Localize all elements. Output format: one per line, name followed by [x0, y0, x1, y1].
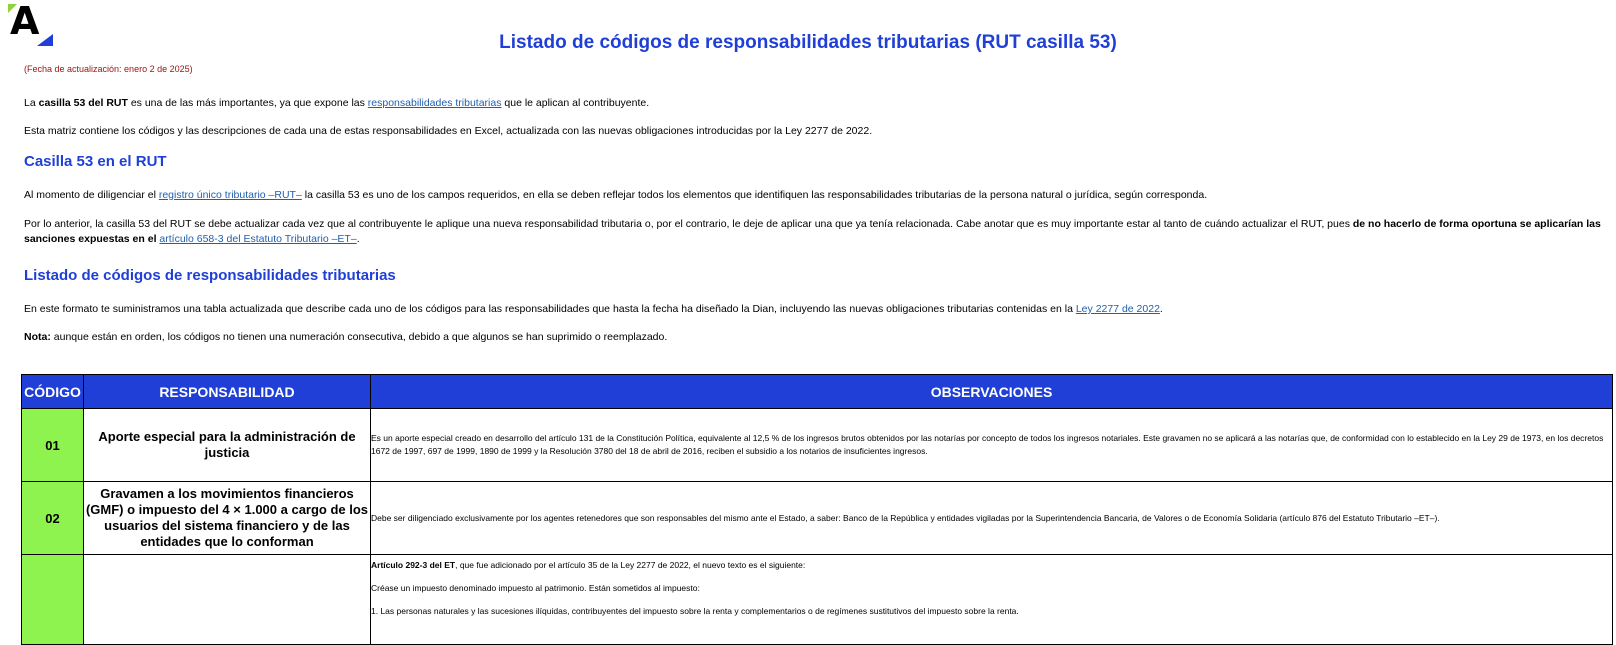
table-row — [22, 409, 1613, 482]
link-ley-2277[interactable]: Ley 2277 de 2022 — [1075, 303, 1160, 315]
row-observation — [371, 555, 1613, 645]
observation-line: 1. Las personas naturales y las sucesiones ilíquidas, contribuyentes del impuesto sobre la renta y complementarios o de regímenes sustitutivos del impuesto sobre la renta. — [371, 606, 1019, 616]
link-articulo-658-3[interactable]: artículo 658-3 del Estatuto Tributario –ET– — [159, 233, 357, 245]
article-reference: Artículo 292-3 del ET — [371, 560, 456, 570]
text: Por lo anterior, la casilla 53 del RUT se debe actualizar cada vez que al contribuyente le aplique una nueva responsabilidad tributaria o, por el contrario, le deje de aplicar una que ya tenía relacionada. Cabe anotar que es muy importante estar al tanto de cuándo actualizar el RUT, pues — [24, 218, 1353, 230]
observation-line: Créase un impuesto denominado impuesto al patrimonio. Están sometidos al impuesto: — [371, 583, 700, 593]
section2-paragraph-1 — [24, 302, 1163, 317]
table-row — [22, 555, 1613, 645]
row-code: 01 — [22, 409, 84, 482]
text: . — [1159, 303, 1163, 315]
section1-paragraph-2 — [24, 217, 1609, 247]
table-header-row — [22, 375, 1613, 409]
section1-paragraph-1 — [24, 188, 1207, 203]
note-label: Nota: — [24, 331, 51, 343]
logo-letter: A — [10, 0, 40, 43]
text: , que fue adicionado por el artículo 35 de la Ley 2277 de 2022, el nuevo texto es el siguiente: — [455, 560, 806, 570]
intro-paragraph-2: Esta matriz contiene los códigos y las descripciones de cada una de estas responsabilidades en Excel, actualizada con las nuevas obligaciones introducidas por la Ley 2277 de 2022. — [24, 125, 873, 137]
bold-text: de no hacerlo de forma oportuna se aplicarían las sanciones expuestas en el — [24, 218, 1601, 245]
text: . — [356, 233, 360, 245]
note-paragraph — [24, 330, 667, 345]
text: la casilla 53 es uno de los campos requeridos, en ella se deben reflejar todos los elementos que identifiquen las responsabilidades tributarias de la persona natural o jurídica, según corresponda. — [301, 189, 1208, 201]
row-observation: Es un aporte especial creado en desarrollo del artículo 131 de la Constitución Política, equivalente al 12,5 % de los ingresos brutos obtenidos por las notarías por concepto de todos los ingresos notariales. Este gravamen no se aplicará a las notarías que, de conformidad con lo establecido en la Ley 29 de 1973, en los decretos 1672 de 1997, 697 de 1999, 1890 de 1999 y la Resolución 3780 del 18 de abril de 2016, reciben el subsidio a los notarios de insuficientes ingresos. — [371, 409, 1613, 482]
section-heading-casilla-53: Casilla 53 en el RUT — [24, 153, 167, 170]
row-responsibility — [84, 555, 371, 645]
update-date: (Fecha de actualización: enero 2 de 2025) — [24, 64, 193, 74]
row-responsibility: Gravamen a los movimientos financieros (GMF) o impuesto del 4 × 1.000 a cargo de los usuarios del sistema financiero y de las entidades que lo conforman — [84, 482, 371, 555]
text: aunque están en orden, los códigos no tienen una numeración consecutiva, debido a que algunos se han suprimido o reemplazado. — [50, 331, 668, 343]
intro-paragraph-1 — [24, 96, 649, 111]
observation-line — [371, 559, 1612, 572]
bold-text: casilla 53 del RUT — [38, 97, 128, 109]
header-observaciones: OBSERVACIONES — [371, 375, 1613, 409]
section-heading-listado: Listado de códigos de responsabilidades tributarias — [24, 267, 396, 284]
header-codigo: CÓDIGO — [22, 375, 84, 409]
table-row — [22, 482, 1613, 555]
text: La — [24, 97, 39, 109]
row-code: 02 — [22, 482, 84, 555]
row-code — [22, 555, 84, 645]
row-observation: Debe ser diligenciado exclusivamente por los agentes retenedores que son responsables del mismo ante el Estado, a saber: Banco de la República y entidades vigiladas por la Superintendencia Bancaria, de Valores o de Economía Solidaria (artículo 876 del Estatuto Tributario –ET–). — [371, 482, 1613, 555]
text: es una de las más importantes, ya que expone las — [127, 97, 368, 109]
row-responsibility: Aporte especial para la administración de justicia — [84, 409, 371, 482]
text: Al momento de diligenciar el — [24, 189, 159, 201]
link-registro-unico-tributario[interactable]: registro único tributario –RUT– — [158, 189, 302, 201]
page-title: Listado de códigos de responsabilidades tributarias (RUT casilla 53) — [499, 32, 1117, 53]
link-responsabilidades[interactable]: responsabilidades tributarias — [367, 97, 502, 109]
responsibilities-table — [21, 374, 1613, 645]
header-responsabilidad: RESPONSABILIDAD — [84, 375, 371, 409]
text: que le aplican al contribuyente. — [501, 97, 650, 109]
text: En este formato te suministramos una tabla actualizada que describe cada uno de los códigos para las responsabilidades que hasta la fecha ha diseñado la Dian, incluyendo las nuevas obligaciones tributarias contenidas en la — [24, 303, 1076, 315]
